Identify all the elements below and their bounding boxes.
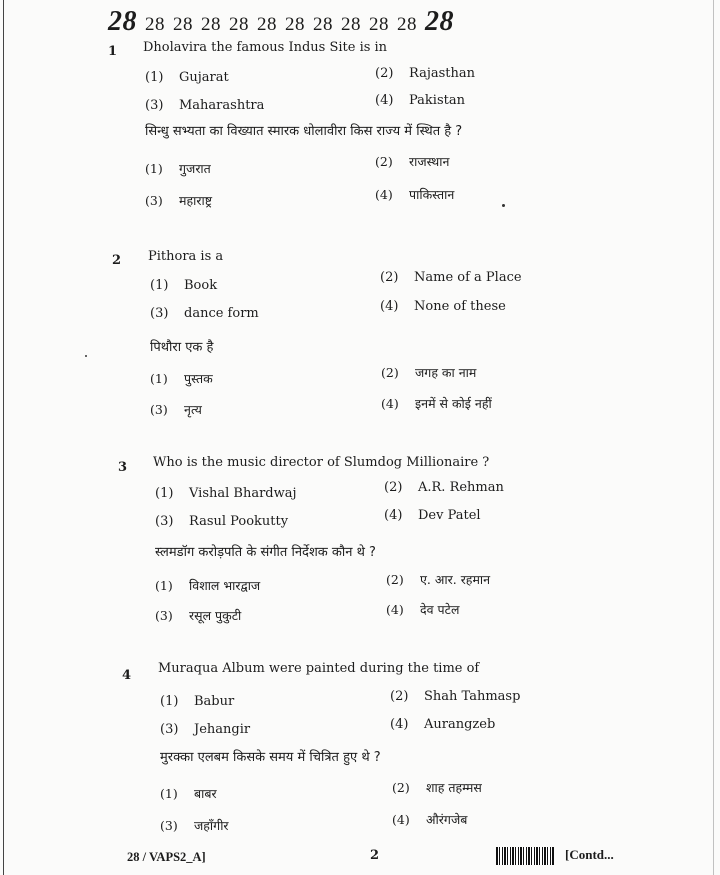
question-text-en: Pithora is a [148, 249, 224, 264]
option-hi: (2) शाह तहम्मस [392, 780, 482, 795]
question-text-en: Dholavira the famous Indus Site is in [143, 40, 388, 55]
option: (1) Gujarat [145, 70, 229, 85]
paper-code: 28 [145, 14, 165, 35]
paper-code: 28 [285, 14, 305, 35]
question-text-en: Who is the music director of Slumdog Millionaire ? [153, 455, 490, 470]
option: (3) Maharashtra [145, 98, 265, 113]
option-hi: (3) रसूल पुकुटी [155, 608, 242, 623]
option-hi: (1) बाबर [160, 786, 217, 801]
option: (3) Rasul Pookutty [155, 514, 289, 529]
paper-code: 28 [341, 14, 361, 35]
paper-code: 28 [173, 14, 193, 35]
option: (3) dance form [150, 306, 259, 321]
paper-code: 28 [108, 6, 137, 37]
question-text-en: Muraqua Album were painted during the time of [158, 661, 480, 676]
question-number: 2 [112, 253, 122, 268]
option: (4) None of these [380, 299, 506, 314]
paper-code: 28 [397, 14, 417, 35]
option: (4) Dev Patel [384, 508, 481, 523]
paper-code: 28 [369, 14, 389, 35]
option-hi: (2) राजस्थान [375, 154, 450, 169]
option: (4) Aurangzeb [390, 717, 496, 732]
question-number: 3 [118, 460, 128, 475]
question-number: 4 [122, 668, 132, 683]
option: (1) Book [150, 278, 218, 293]
paper-code: 28 [201, 14, 221, 35]
option: (2) Shah Tahmasp [390, 689, 521, 704]
question-text-hi: स्लमडॉग करोड़पति के संगीत निर्देशक कौन थे ? [155, 545, 376, 560]
option-hi: (4) देव पटेल [386, 602, 460, 617]
option-hi: (4) औरंगजेब [392, 812, 468, 827]
option: (1) Babur [160, 694, 235, 709]
option-hi: (2) जगह का नाम [381, 365, 477, 380]
option-hi: (3) जहाँगीर [160, 818, 229, 833]
question-text-hi: मुरक्का एलबम किसके समय में चित्रित हुए थे ? [160, 750, 381, 765]
barcode [496, 847, 554, 865]
scan-speck [502, 204, 505, 207]
option-hi: (3) नृत्य [150, 402, 202, 417]
paper-code-footer: 28 / VAPS2_A] [127, 850, 206, 864]
paper-code: 28 [229, 14, 249, 35]
paper-code: 28 [425, 6, 454, 37]
option-hi: (1) विशाल भारद्वाज [155, 578, 261, 593]
option: (4) Pakistan [375, 93, 465, 108]
option-hi: (4) पाकिस्तान [375, 187, 455, 202]
option-hi: (1) गुजरात [145, 161, 211, 176]
option-hi: (2) ए. आर. रहमान [386, 572, 491, 587]
continued-label: [Contd... [565, 847, 614, 862]
paper-code: 28 [313, 14, 333, 35]
page-edge [713, 0, 714, 875]
option: (2) A.R. Rehman [384, 480, 504, 495]
option-hi: (1) पुस्तक [150, 371, 213, 386]
question-text-hi: सिन्धु सभ्यता का विख्यात स्मारक धोलावीरा किस राज्य में स्थित है ? [145, 124, 463, 139]
option: (1) Vishal Bhardwaj [155, 486, 297, 501]
page-number: 2 [370, 848, 380, 863]
option-hi: (3) महाराष्ट्र [145, 193, 213, 208]
paper-code-header [108, 6, 708, 36]
option: (2) Rajasthan [375, 66, 476, 81]
option: (2) Name of a Place [380, 270, 522, 285]
question-text-hi: पिथौरा एक है [150, 340, 214, 355]
option: (3) Jehangir [160, 722, 251, 737]
paper-code: 28 [257, 14, 277, 35]
option-hi: (4) इनमें से कोई नहीं [381, 396, 492, 411]
question-number: 1 [108, 44, 118, 59]
page-edge [3, 0, 4, 875]
scan-speck [85, 355, 87, 357]
